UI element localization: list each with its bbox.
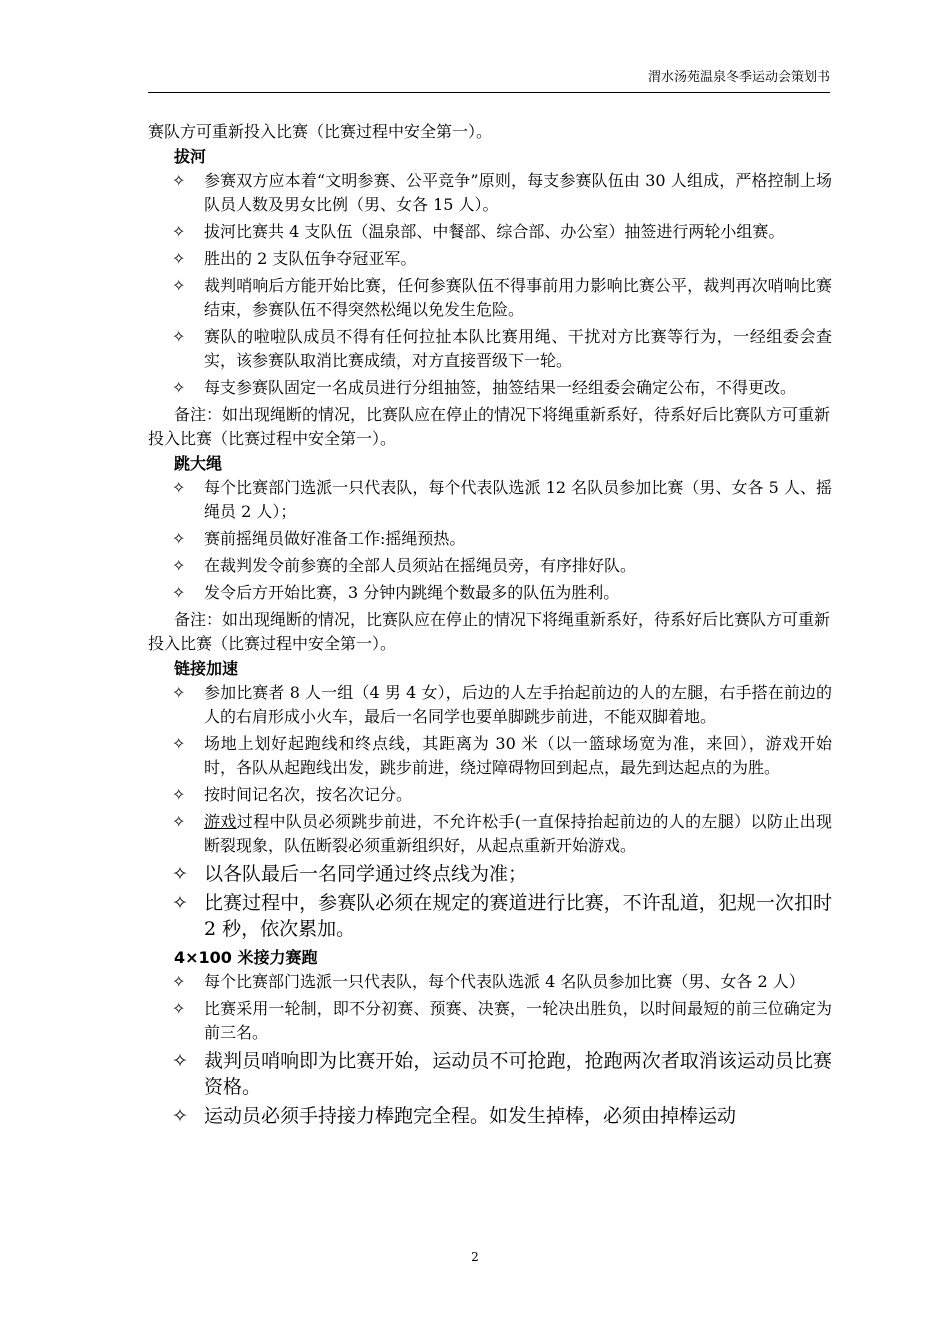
diamond-bullet-icon: ✧ bbox=[172, 583, 186, 602]
list-item: ✧ 胜出的 2 支队伍争夺冠亚军。 bbox=[148, 247, 832, 271]
diamond-bullet-icon: ✧ bbox=[172, 892, 188, 914]
list-item: ✧ 每个比赛部门选派一只代表队，每个代表队选派 4 名队员参加比赛（男、女各 2 人） bbox=[148, 970, 832, 994]
note-tug-of-war: 备注：如出现绳断的情况，比赛队应在停止的情况下将绳重新系好，待系好后比赛队方可重新投入比赛（比赛过程中安全第一）。 bbox=[148, 405, 831, 448]
diamond-bullet-icon: ✧ bbox=[172, 171, 186, 190]
list-item: ✧ 以各队最后一名同学通过终点线为准； bbox=[172, 863, 528, 885]
diamond-bullet-icon: ✧ bbox=[172, 972, 186, 991]
list-item: ✧ 发令后方开始比赛，3 分钟内跳绳个数最多的队伍为胜利。 bbox=[148, 581, 832, 605]
diamond-bullet-icon: ✧ bbox=[172, 863, 188, 885]
diamond-bullet-icon: ✧ bbox=[172, 222, 186, 241]
list-item: ✧ 裁判哨响后方能开始比赛，任何参赛队伍不得事前用力影响比赛公平，裁判再次哨响比赛结束，参赛队伍不得突然松绳以免发生危险。 bbox=[172, 276, 832, 319]
underlined-word: 游戏 bbox=[204, 812, 237, 831]
list-item: ✧ 拔河比赛共 4 支队伍（温泉部、中餐部、综合部、办公室）抽签进行两轮小组赛。 bbox=[148, 220, 832, 244]
list-item: ✧ 按时间记名次，按名次记分。 bbox=[148, 783, 832, 807]
header-title: 渭水汤苑温泉冬季运动会策划书 bbox=[647, 70, 830, 85]
list-item: ✧ 运动员必须手持接力棒跑完全程。如发生掉棒，必须由掉棒运动 bbox=[172, 1105, 737, 1127]
diamond-bullet-icon: ✧ bbox=[172, 1050, 188, 1072]
page-header bbox=[148, 66, 830, 93]
page-number: 2 bbox=[471, 1250, 479, 1264]
diamond-bullet-icon: ✧ bbox=[172, 812, 186, 831]
section-heading-jump-rope: 跳大绳 bbox=[174, 454, 223, 473]
list-item: ✧ 参赛双方应本着“文明参赛、公平竞争”原则，每支参赛队伍由 30 人组成，严格控制上场队员人数及男女比例（男、女各 15 人）。 bbox=[172, 171, 832, 214]
section-heading-chain-race: 链接加速 bbox=[174, 659, 239, 678]
list-item: ✧ 在裁判发令前参赛的全部人员须站在摇绳员旁，有序排好队。 bbox=[148, 554, 832, 578]
diamond-bullet-icon: ✧ bbox=[172, 378, 186, 397]
list-item: ✧ 赛前摇绳员做好准备工作:摇绳预热。 bbox=[148, 527, 832, 551]
list-item: ✧ 裁判员哨响即为比赛开始，运动员不可抢跑，抢跑两次者取消该运动员比赛资格。 bbox=[172, 1050, 832, 1098]
diamond-bullet-icon: ✧ bbox=[172, 734, 186, 753]
list-item: ✧ 每支参赛队固定一名成员进行分组抽签，抽签结果一经组委会确定公布，不得更改。 bbox=[148, 376, 832, 400]
page-footer bbox=[0, 1250, 950, 1264]
section-heading-relay: 4×100 米接力赛跑 bbox=[174, 948, 318, 967]
list-item: ✧ 赛队的啦啦队成员不得有任何拉扯本队比赛用绳、干扰对方比赛等行为，一经组委会查实，该参赛队取消比赛成绩，对方直接晋级下一轮。 bbox=[172, 327, 832, 370]
diamond-bullet-icon: ✧ bbox=[172, 249, 186, 268]
diamond-bullet-icon: ✧ bbox=[172, 683, 186, 702]
diamond-bullet-icon: ✧ bbox=[172, 785, 186, 804]
list-item: ✧ 比赛过程中，参赛队必须在规定的赛道进行比赛，不许乱道，犯规一次扣时 2 秒，依次累加。 bbox=[172, 892, 832, 940]
diamond-bullet-icon: ✧ bbox=[172, 556, 186, 575]
list-item: ✧ 比赛采用一轮制，即不分初赛、预赛、决赛，一轮决出胜负，以时间最短的前三位确定为前三名。 bbox=[172, 999, 832, 1042]
diamond-bullet-icon: ✧ bbox=[172, 529, 186, 548]
list-item: ✧ 参加比赛者 8 人一组（4 男 4 女），后边的人左手抬起前边的人的左腿，右手搭在前边的人的右肩形成小火车，最后一名同学也要单脚跳步前进，不能双脚着地。 bbox=[172, 683, 832, 726]
list-item: ✧ 游戏过程中队员必须跳步前进，不允许松手(一直保持抬起前边的人的左腿）以防止出现断裂现象，队伍断裂必须重新组织好，从起点重新开始游戏。 bbox=[172, 812, 832, 855]
note-jump-rope: 备注：如出现绳断的情况，比赛队应在停止的情况下将绳重新系好，待系好后比赛队方可重新投入比赛（比赛过程中安全第一）。 bbox=[148, 610, 831, 653]
diamond-bullet-icon: ✧ bbox=[172, 478, 186, 497]
diamond-bullet-icon: ✧ bbox=[172, 327, 186, 346]
list-item: ✧ 每个比赛部门选派一只代表队，每个代表队选派 12 名队员参加比赛（男、女各 5 人、摇绳员 2 人）； bbox=[172, 478, 832, 521]
diamond-bullet-icon: ✧ bbox=[172, 276, 186, 295]
diamond-bullet-icon: ✧ bbox=[172, 1105, 188, 1127]
list-item: ✧ 场地上划好起跑线和终点线，其距离为 30 米（以一篮球场宽为准，来回），游戏开始时，各队从起跑线出发，跳步前进，绕过障碍物回到起点，最先到达起点的为胜。 bbox=[172, 734, 832, 777]
section-heading-tug-of-war: 拔河 bbox=[174, 147, 207, 166]
document-body bbox=[148, 120, 832, 1132]
diamond-bullet-icon: ✧ bbox=[172, 999, 186, 1018]
intro-continuation: 赛队方可重新投入比赛（比赛过程中安全第一）。 bbox=[148, 122, 493, 141]
